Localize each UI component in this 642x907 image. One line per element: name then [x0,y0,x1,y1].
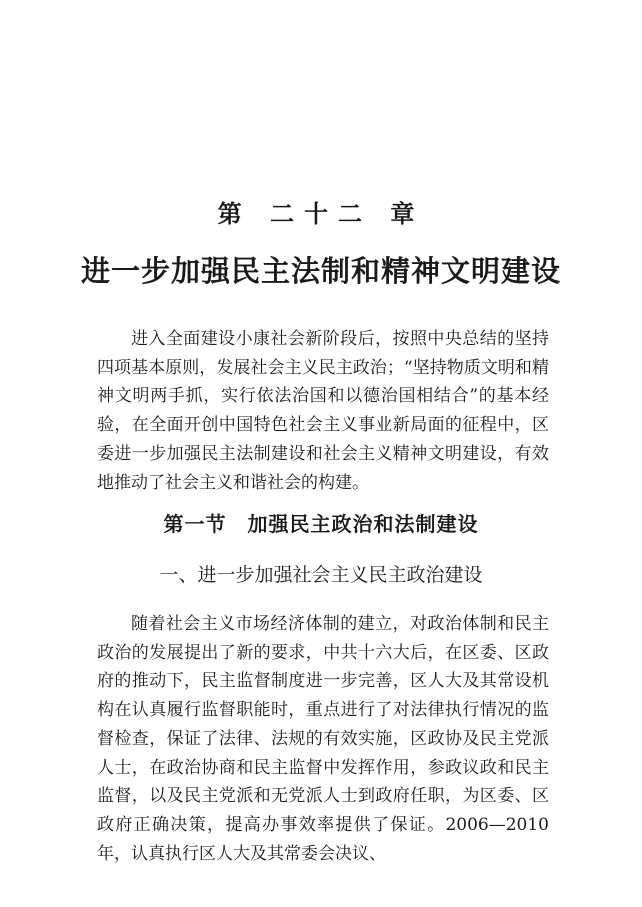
body-paragraph: 随着社会主义市场经济体制的建立，对政治体制和民主政治的发展提出了新的要求，中共十六大后，在区委、区政府的推动下，民主监督制度进一步完善，区人大及其常设机构在认真履行监督职能时，重点进行了对法律执行情况的监督检查，保证了法律、法规的有效实施，区政协及民主党派人士，在政治协商和民主监督中发挥作用，参政议政和民主监督，以及民主党派和无党派人士到政府任职，为区委、区政府正确决策，提高办事效率提供了保证。2006—2010年，认真执行区人大及其常委会决议、 [97,614,549,864]
section-title: 第一节 加强民主政治和法制建设 [163,512,479,536]
chapter-title: 进一步加强民主法制和精神文明建设 [80,254,561,288]
intro-paragraph: 进入全面建设小康社会新阶段后，按照中央总结的坚持四项基本原则，发展社会主义民主政治；“坚持物质文明和精神文明两手抓，实行依法治国和以德治国相结合”的基本经验，在全面开创中国特色社会主义事业新局面的征程中，区委进一步加强民主法制建设和社会主义精神文明建设，有效地推动了社会主义和谐社会的构建。 [97,329,549,493]
chapter-number: 第 二十二 章 [217,200,425,228]
subsection-title: 一、进一步加强社会主义民主政治建设 [159,564,483,586]
